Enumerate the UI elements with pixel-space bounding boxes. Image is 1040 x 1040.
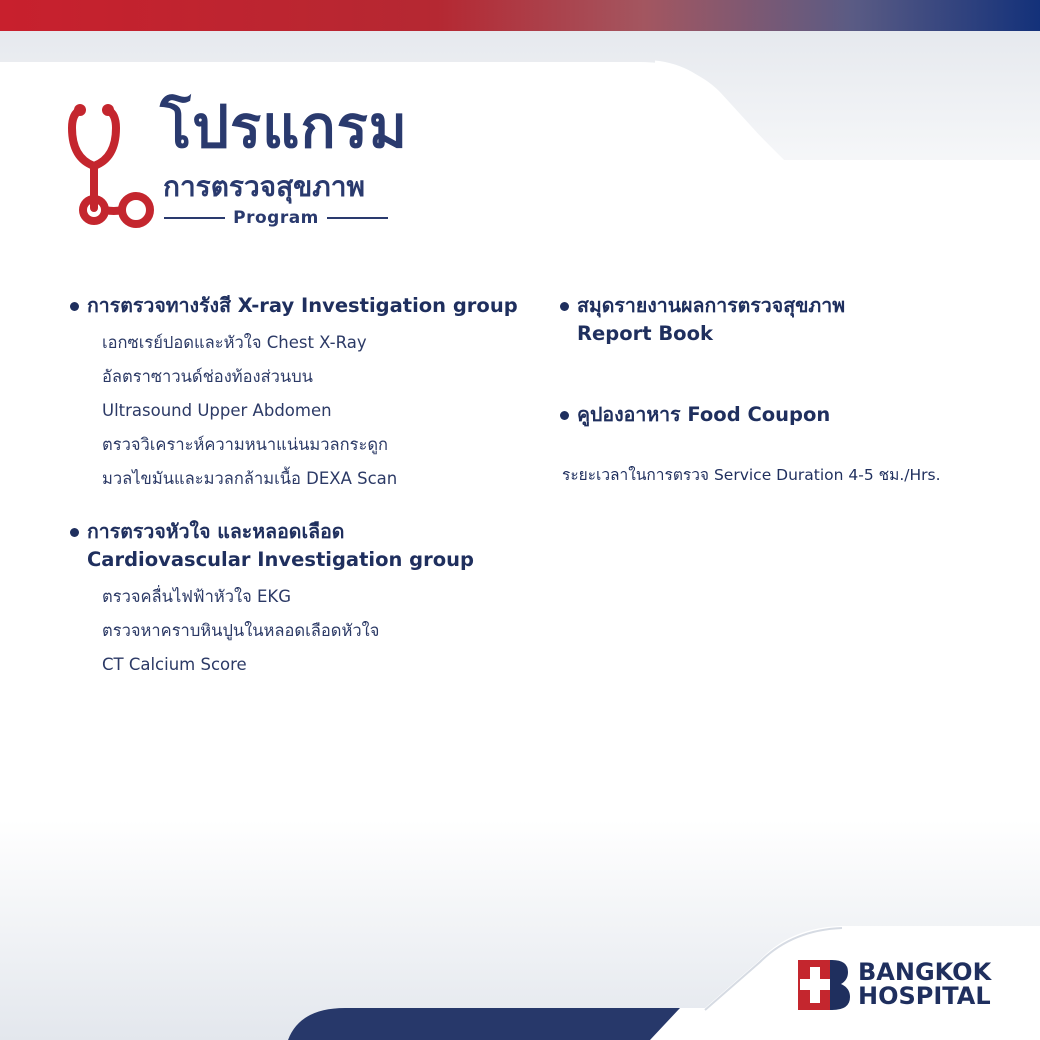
list-item: ตรวจหาคราบหินปูนในหลอดเลือดหัวใจ [102, 621, 380, 640]
section-title-line: Report Book [577, 322, 713, 345]
list-item: ตรวจวิเคราะห์ความหนาแน่นมวลกระดูก [102, 435, 389, 454]
brand-line-1: BANGKOK [858, 958, 992, 986]
subtitle-thai: การตรวจสุขภาพ [163, 170, 365, 203]
section-title-line: Cardiovascular Investigation group [87, 548, 474, 571]
section-title-line: การตรวจทางรังสี X-ray Investigation group [87, 294, 518, 317]
title-thai: โปรแกรม [160, 93, 409, 161]
divider-line [327, 217, 388, 219]
section-heading [70, 518, 474, 574]
list-item: Ultrasound Upper Abdomen [102, 401, 332, 420]
section-title-line: คูปองอาหาร Food Coupon [577, 403, 831, 426]
service-duration: ระยะเวลาในการตรวจ Service Duration 4-5 ชม./Hrs. [562, 466, 941, 484]
program-label-row [164, 206, 388, 230]
list-item: อัลตราซาวนด์ช่องท้องส่วนบน [102, 367, 313, 386]
bullet-icon [560, 411, 569, 420]
list-item: CT Calcium Score [102, 655, 247, 674]
list-item: เอกซเรย์ปอดและหัวใจ Chest X-Ray [102, 333, 367, 352]
bullet-icon [560, 302, 569, 311]
section-xray [70, 292, 518, 496]
item-list [102, 580, 474, 682]
brand-name [858, 960, 991, 1008]
stethoscope-icon [66, 100, 160, 230]
divider-line [164, 217, 225, 219]
section-title-line: การตรวจหัวใจ และหลอดเลือด [87, 520, 345, 543]
section-food-coupon [560, 401, 830, 429]
bullet-icon [70, 302, 79, 311]
section-heading [560, 401, 830, 429]
section-title-line: สมุดรายงานผลการตรวจสุขภาพ [577, 294, 846, 317]
section-cardio [70, 518, 474, 682]
list-item: ตรวจคลื่นไฟฟ้าหัวใจ EKG [102, 587, 292, 606]
section-heading [560, 292, 845, 348]
program-label: Program [233, 208, 319, 228]
section-heading [70, 292, 518, 320]
item-list [102, 326, 518, 496]
list-item: มวลไขมันและมวลกล้ามเนื้อ DEXA Scan [102, 469, 398, 488]
section-report-book [560, 292, 845, 348]
bullet-icon [70, 528, 79, 537]
brand-line-2: HOSPITAL [858, 982, 991, 1010]
bangkok-hospital-logo-icon [798, 960, 850, 1010]
